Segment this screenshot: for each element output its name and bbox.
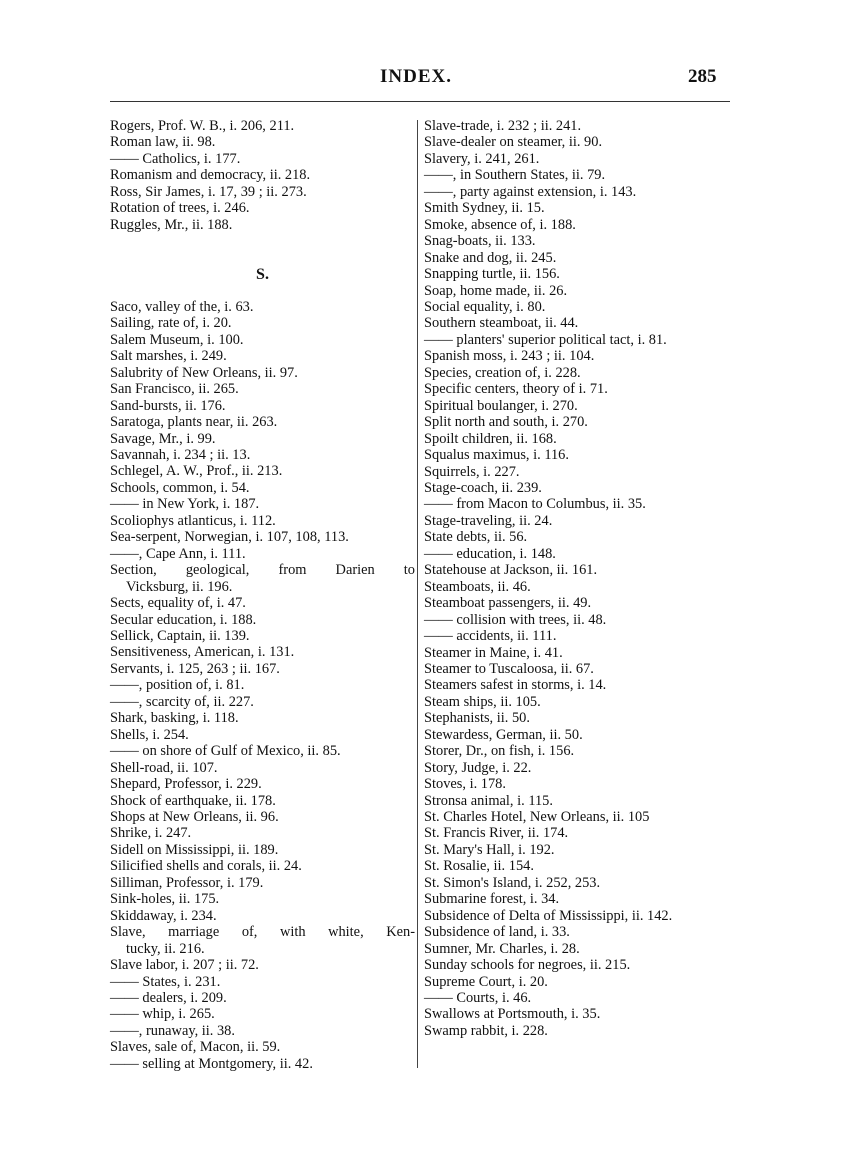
- spacer: [110, 233, 415, 249]
- index-entry: Steamers safest in storms, i. 14.: [424, 677, 607, 694]
- index-entry: Smoke, absence of, i. 188.: [424, 216, 576, 233]
- index-entry: Stage-traveling, ii. 24.: [424, 512, 553, 529]
- index-entry: Shells, i. 254.: [110, 726, 189, 743]
- entry-group-r: [110, 118, 415, 233]
- index-entry: Roman law, ii. 98.: [110, 134, 216, 151]
- index-entry: Sellick, Captain, ii. 139.: [110, 628, 250, 645]
- index-entry: Statehouse at Jackson, ii. 161.: [424, 562, 598, 579]
- index-entry: Squirrels, i. 227.: [424, 463, 520, 480]
- index-entry: Romanism and democracy, ii. 218.: [110, 167, 311, 184]
- index-entry: —— collision with trees, ii. 48.: [424, 611, 607, 628]
- index-entry: Species, creation of, i. 228.: [424, 364, 581, 381]
- index-entry: Swallows at Portsmouth, i. 35.: [424, 1006, 601, 1023]
- index-entry: Savage, Mr., i. 99.: [110, 430, 216, 447]
- index-entry: Sensitiveness, American, i. 131.: [110, 644, 295, 661]
- index-entry: ——, Cape Ann, i. 111.: [110, 545, 246, 562]
- index-entry: Steam ships, ii. 105.: [424, 693, 541, 710]
- index-entry: —— from Macon to Columbus, ii. 35.: [424, 496, 646, 513]
- index-entry: St. Francis River, ii. 174.: [424, 825, 569, 842]
- page-number: 285: [688, 66, 717, 87]
- index-entry: Snapping turtle, ii. 156.: [424, 266, 560, 283]
- index-entry: Scoliophys atlanticus, i. 112.: [110, 512, 276, 529]
- index-entry-section: Section, geological, from Darien to: [110, 562, 415, 579]
- index-entry: San Francisco, ii. 265.: [110, 381, 239, 398]
- index-entry: Snake and dog, ii. 245.: [424, 249, 557, 266]
- index-entry: —— accidents, ii. 111.: [424, 628, 557, 645]
- index-entry: Shark, basking, i. 118.: [110, 710, 239, 727]
- index-entry: Slave-dealer on steamer, ii. 90.: [424, 134, 603, 151]
- index-entry: Saco, valley of the, i. 63.: [110, 298, 254, 315]
- index-entry: Saratoga, plants near, ii. 263.: [110, 414, 278, 431]
- index-entry: ——, runaway, ii. 38.: [110, 1022, 235, 1039]
- index-column-right: [424, 118, 730, 1039]
- index-entry: ——, party against extension, i. 143.: [424, 183, 637, 200]
- index-entry: Servants, i. 125, 263 ; ii. 167.: [110, 660, 280, 677]
- index-entry: Savannah, i. 234 ; ii. 13.: [110, 447, 251, 464]
- index-entry: ——, position of, i. 81.: [110, 677, 245, 694]
- index-entry: Swamp rabbit, i. 228.: [424, 1022, 548, 1039]
- index-entry: St. Simon's Island, i. 252, 253.: [424, 874, 601, 891]
- index-entry: Story, Judge, i. 22.: [424, 759, 532, 776]
- index-entry: Supreme Court, i. 20.: [424, 973, 548, 990]
- index-entry: Silicified shells and corals, ii. 24.: [110, 858, 302, 875]
- index-entry: Schlegel, A. W., Prof., ii. 213.: [110, 463, 283, 480]
- index-entry: Sidell on Mississippi, ii. 189.: [110, 841, 279, 858]
- index-entry: Spiritual boulanger, i. 270.: [424, 397, 578, 414]
- index-entry: Steamboats, ii. 46.: [424, 578, 531, 595]
- page-header: [0, 66, 850, 90]
- index-entry: Shock of earthquake, ii. 178.: [110, 792, 276, 809]
- index-entry: Stephanists, ii. 50.: [424, 710, 530, 727]
- index-entry-wrapped: —— planters' superior political tact, i. 81.: [424, 331, 667, 348]
- index-entry: Spoilt children, ii. 168.: [424, 430, 557, 447]
- index-entry: Submarine forest, i. 34.: [424, 891, 560, 908]
- index-entry: —— in New York, i. 187.: [110, 496, 260, 513]
- index-entry: Specific centers, theory of i. 71.: [424, 381, 608, 398]
- index-entry: Spanish moss, i. 243 ; ii. 104.: [424, 348, 595, 365]
- index-entry: Ross, Sir James, i. 17, 39 ; ii. 273.: [110, 183, 307, 200]
- index-entry: —— dealers, i. 209.: [110, 989, 227, 1006]
- entry-group-c: [424, 924, 730, 1039]
- index-entry: St. Mary's Hall, i. 192.: [424, 841, 555, 858]
- index-entry: Rotation of trees, i. 246.: [110, 200, 250, 217]
- index-entry: Secular education, i. 188.: [110, 611, 257, 628]
- index-entry: Sailing, rate of, i. 20.: [110, 315, 232, 332]
- index-entry: Steamer to Tuscaloosa, ii. 67.: [424, 660, 594, 677]
- index-entry: —— whip, i. 265.: [110, 1006, 215, 1023]
- index-entry: Slave labor, i. 207 ; ii. 72.: [110, 957, 259, 974]
- index-entry: ——, in Southern States, ii. 79.: [424, 167, 606, 184]
- entry-group-s1: [110, 299, 415, 562]
- index-entry: Sects, equality of, i. 47.: [110, 595, 246, 612]
- header-rule: [110, 101, 730, 102]
- index-entry: Subsidence of land, i. 33.: [424, 924, 570, 941]
- index-entry: Slavery, i. 241, 261.: [424, 150, 540, 167]
- index-entry: Stronsa animal, i. 115.: [424, 792, 553, 809]
- index-entry: Slave-trade, i. 232 ; ii. 241.: [424, 118, 582, 134]
- index-entry: Steamer in Maine, i. 41.: [424, 644, 563, 661]
- index-entry: Sumner, Mr. Charles, i. 28.: [424, 940, 580, 957]
- index-entry: Steamboat passengers, ii. 49.: [424, 595, 592, 612]
- index-entry: —— on shore of Gulf of Mexico, ii. 85.: [110, 743, 341, 760]
- index-entry-wrapped: Subsidence of Delta of Mississippi, ii. 142.: [424, 907, 673, 924]
- index-entry: Stewardess, German, ii. 50.: [424, 726, 583, 743]
- index-entry: ——, scarcity of, ii. 227.: [110, 693, 254, 710]
- index-entry: Social equality, i. 80.: [424, 298, 546, 315]
- index-entry: —— Catholics, i. 177.: [110, 150, 241, 167]
- index-entry: Shrike, i. 247.: [110, 825, 192, 842]
- index-entry: Snag-boats, ii. 133.: [424, 233, 536, 250]
- index-entry: Salt marshes, i. 249.: [110, 348, 227, 365]
- index-entry: Smith Sydney, ii. 15.: [424, 200, 545, 217]
- page-title: INDEX.: [380, 66, 452, 87]
- index-entry: Stage-coach, ii. 239.: [424, 479, 542, 496]
- index-entry: Shops at New Orleans, ii. 96.: [110, 809, 279, 825]
- index-entry: St. Charles Hotel, New Orleans, ii. 105: [424, 809, 650, 826]
- index-entry: Rogers, Prof. W. B., i. 206, 211.: [110, 118, 295, 134]
- index-entry: —— selling at Montgomery, ii. 42.: [110, 1055, 313, 1072]
- index-entry: Slaves, sale of, Macon, ii. 59.: [110, 1039, 281, 1056]
- index-entry: Shell-road, ii. 107.: [110, 759, 218, 776]
- index-column-left: [110, 118, 415, 1072]
- index-entry: Stoves, i. 178.: [424, 776, 506, 793]
- entry-group-s3: [110, 957, 415, 1072]
- index-entry: Storer, Dr., on fish, i. 156.: [424, 743, 575, 760]
- index-entry: Silliman, Professor, i. 179.: [110, 874, 264, 891]
- index-entry: Ruggles, Mr., ii. 188.: [110, 216, 233, 233]
- index-entry: Sink-holes, ii. 175.: [110, 891, 220, 908]
- index-entry: Sea-serpent, Norwegian, i. 107, 108, 113.: [110, 529, 349, 546]
- entry-group-b: [424, 348, 730, 907]
- column-divider: [417, 120, 418, 1068]
- index-entry-slave: Slave, marriage of, with white, Ken-: [110, 924, 415, 941]
- index-entry: St. Rosalie, ii. 154.: [424, 858, 534, 875]
- index-entry-continuation: Vicksburg, ii. 196.: [126, 578, 233, 595]
- index-entry: Soap, home made, ii. 26.: [424, 282, 568, 299]
- index-entry: Southern steamboat, ii. 44.: [424, 315, 579, 332]
- index-entry: Shepard, Professor, i. 229.: [110, 776, 262, 793]
- entry-group-s2: [110, 595, 415, 924]
- index-entry: Sunday schools for negroes, ii. 215.: [424, 957, 631, 974]
- index-entry: Split north and south, i. 270.: [424, 414, 588, 431]
- index-entry: Salubrity of New Orleans, ii. 97.: [110, 364, 298, 381]
- index-entry: Schools, common, i. 54.: [110, 479, 250, 496]
- index-entry: Squalus maximus, i. 116.: [424, 447, 569, 464]
- index-entry: State debts, ii. 56.: [424, 529, 528, 546]
- index-entry: —— Courts, i. 46.: [424, 990, 532, 1007]
- index-entry: Salem Museum, i. 100.: [110, 331, 244, 348]
- index-entry: Sand-bursts, ii. 176.: [110, 397, 226, 414]
- entry-group-a: [424, 118, 730, 332]
- index-entry: —— States, i. 231.: [110, 973, 221, 990]
- index-entry: —— education, i. 148.: [424, 545, 556, 562]
- section-letter-heading: S.: [256, 265, 269, 283]
- index-entry: Skiddaway, i. 234.: [110, 907, 217, 924]
- index-entry-continuation: tucky, ii. 216.: [126, 940, 205, 957]
